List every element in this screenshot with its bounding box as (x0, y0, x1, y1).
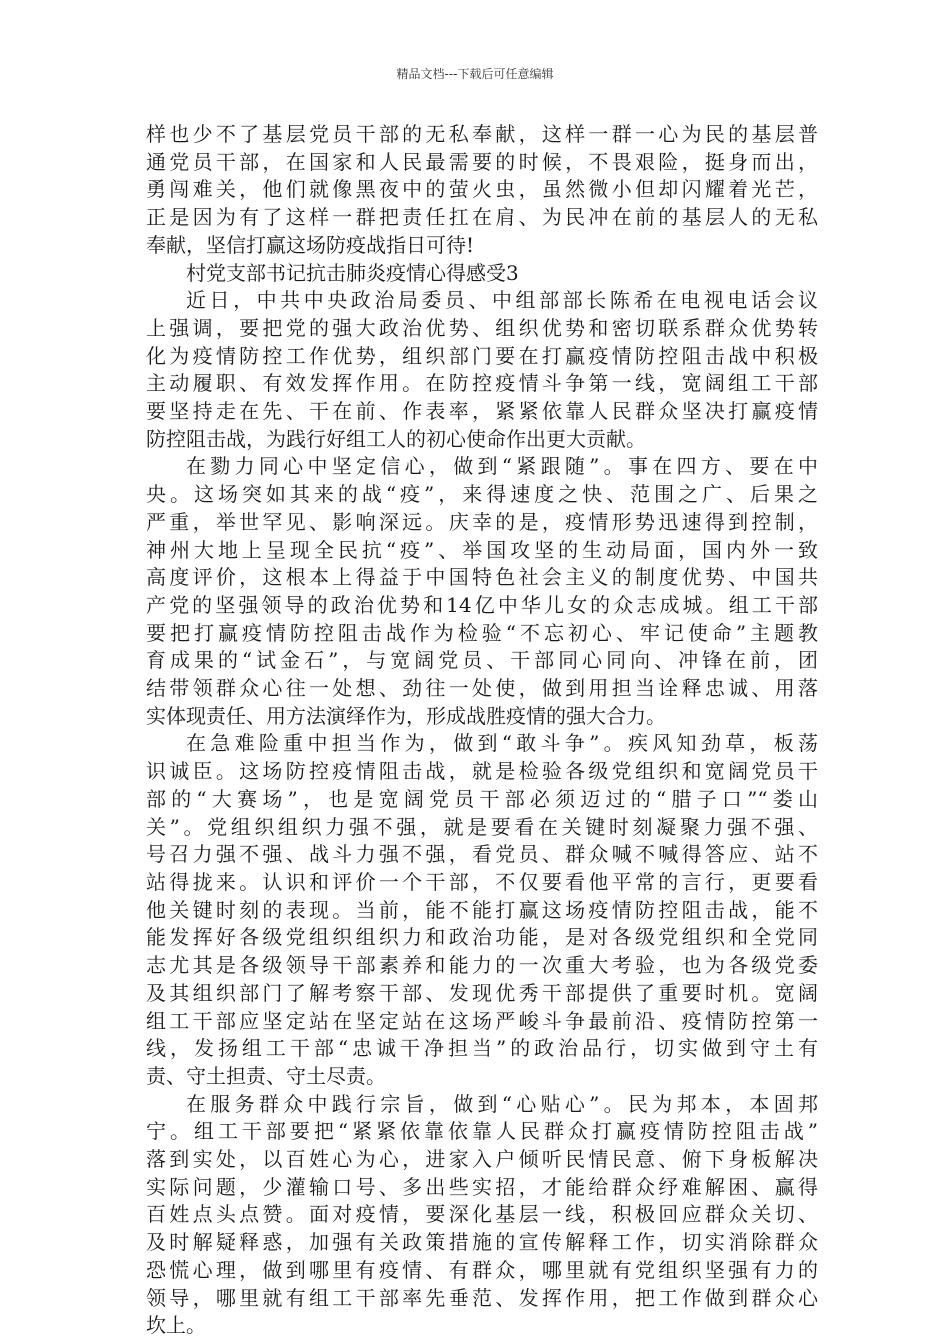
text-line: 高度评价，这根本上得益于中国特色社会主义的制度优势、中国共 (146, 565, 818, 590)
text-line: 恐慌心理，做到哪里有疫情、有群众，哪里就有党组织坚强有力的 (146, 1257, 818, 1282)
paragraph-confidence (146, 453, 818, 730)
text-line: 上强调，要把党的强大政治优势、组织优势和密切联系群众优势转 (146, 315, 818, 340)
text-line: 组工干部应坚定站在坚定站在这场严峻斗争最前沿、疫情防控第一 (146, 1008, 818, 1033)
text-line: 在勠力同心中坚定信心，做到“紧跟随”。事在四方、要在中 (186, 454, 818, 479)
paragraph-intro-continuation (146, 121, 818, 260)
text-line: 关”。党组织组织力强不强，就是要看在关键时刻凝聚力强不强、 (146, 814, 818, 839)
text-line: 站得拢来。认识和评价一个干部，不仅要看他平常的言行，更要看 (146, 869, 818, 894)
text-line: 结带领群众心往一处想、劲往一处使，做到用担当诠释忠诚、用落 (146, 676, 818, 701)
text-line: 勇闯难关，他们就像黑夜中的萤火虫，虽然微小但却闪耀着光芒， (146, 177, 818, 202)
document-body (146, 121, 818, 1340)
text-line: 央。这场突如其来的战“疫”，来得速度之快、范围之广、后果之 (146, 482, 818, 507)
text-line: 百姓点头点赞。面对疫情，要深化基层一线，积极回应群众关切、 (146, 1202, 818, 1227)
text-line: 化为疫情防控工作优势，组织部门要在打赢疫情防控阻击战中积极 (146, 343, 818, 368)
text-line: 坎上。 (146, 1313, 206, 1338)
text-line: 要把打赢疫情防控阻击战作为检验“不忘初心、牢记使命”主题教 (146, 620, 818, 645)
text-line: 领导，哪里就有组工干部率先垂范、发挥作用，把工作做到群众心 (146, 1285, 818, 1310)
text-line: 及其组织部门了解考察干部、发现优秀干部提供了重要时机。宽阔 (146, 980, 818, 1005)
text-line: 号召力强不强、战斗力强不强，看党员、群众喊不喊得答应、站不 (146, 842, 818, 867)
text-line: 他关键时刻的表现。当前，能不能打赢这场疫情防控阻击战，能不 (146, 897, 818, 922)
text-line: 育成果的“试金石”，与宽阔党员、干部同心同向、冲锋在前，团 (146, 648, 818, 673)
text-line: 要坚持走在先、干在前、作表率，紧紧依靠人民群众坚决打赢疫情 (146, 399, 818, 424)
text-line: 责、守土担责、守土尽责。 (146, 1063, 386, 1088)
text-line: 严重，举世罕见、影响深远。庆幸的是，疫情形势迅速得到控制， (146, 509, 818, 534)
paragraph-opening (146, 287, 818, 453)
section-title-text: 村党支部书记抗击肺炎疫情心得感受3 (186, 260, 519, 285)
text-line: 通党员干部，在国家和人民最需要的时候，不畏艰险，挺身而出， (146, 149, 818, 174)
text-line: 线，发扬组工干部“忠诚干净担当”的政治品行，切实做到守土有 (146, 1036, 818, 1061)
text-line: 实际问题，少灌输口号、多出些实招，才能给群众纾难解困、赢得 (146, 1174, 818, 1199)
text-line: 部的“大赛场”，也是宽阔党员干部必须迈过的“腊子口”“娄山 (146, 786, 818, 811)
text-line: 宁。组工干部要把“紧紧依靠依靠人民群众打赢疫情防控阻击战” (146, 1119, 818, 1144)
page-header: 精品文档---下载后可任意编辑 (396, 67, 554, 81)
text-line: 在急难险重中担当作为，做到“敢斗争”。疾风知劲草，板荡 (186, 731, 818, 756)
text-line: 在服务群众中践行宗旨，做到“心贴心”。民为邦本，本固邦 (186, 1091, 818, 1116)
text-line: 主动履职、有效发挥作用。在防控疫情斗争第一线，宽阔组工干部 (146, 371, 818, 396)
text-line: 防控阻击战，为践行好组工人的初心使命作出更大贡献。 (146, 426, 646, 451)
text-line: 样也少不了基层党员干部的无私奉献，这样一群一心为民的基层普 (146, 122, 818, 146)
text-line: 神州大地上呈现全民抗“疫”、举国攻坚的生动局面，国内外一致 (146, 537, 818, 562)
text-line: 近日，中共中央政治局委员、中组部部长陈希在电视电话会议 (186, 288, 818, 313)
text-line: 志尤其是各级领导干部素养和能力的一次重大考验，也为各级党委 (146, 953, 818, 978)
text-line: 实体现责任、用方法演绎作为，形成战胜疫情的强大合力。 (146, 703, 666, 728)
text-line: 识诚臣。这场防控疫情阻击战，就是检验各级党组织和宽阔党员干 (146, 759, 818, 784)
paragraph-responsibility (146, 730, 818, 1090)
paragraph-service (146, 1091, 818, 1340)
text-line: 正是因为有了这样一群把责任扛在肩、为民冲在前的基层人的无私 (146, 205, 818, 230)
text-line: 奉献，坚信打赢这场防疫战指日可待! (146, 232, 475, 257)
text-line: 能发挥好各级党组织组织力和政治功能，是对各级党组织和全党同 (146, 925, 818, 950)
text-line: 落到实处，以百姓心为心，进家入户倾听民情民意、俯下身板解决 (146, 1147, 818, 1172)
section-title (146, 260, 818, 288)
text-line: 及时解疑释惑，加强有关政策措施的宣传解释工作，切实消除群众 (146, 1230, 818, 1255)
text-line: 产党的坚强领导的政治优势和14亿中华儿女的众志成城。组工干部 (146, 592, 818, 617)
